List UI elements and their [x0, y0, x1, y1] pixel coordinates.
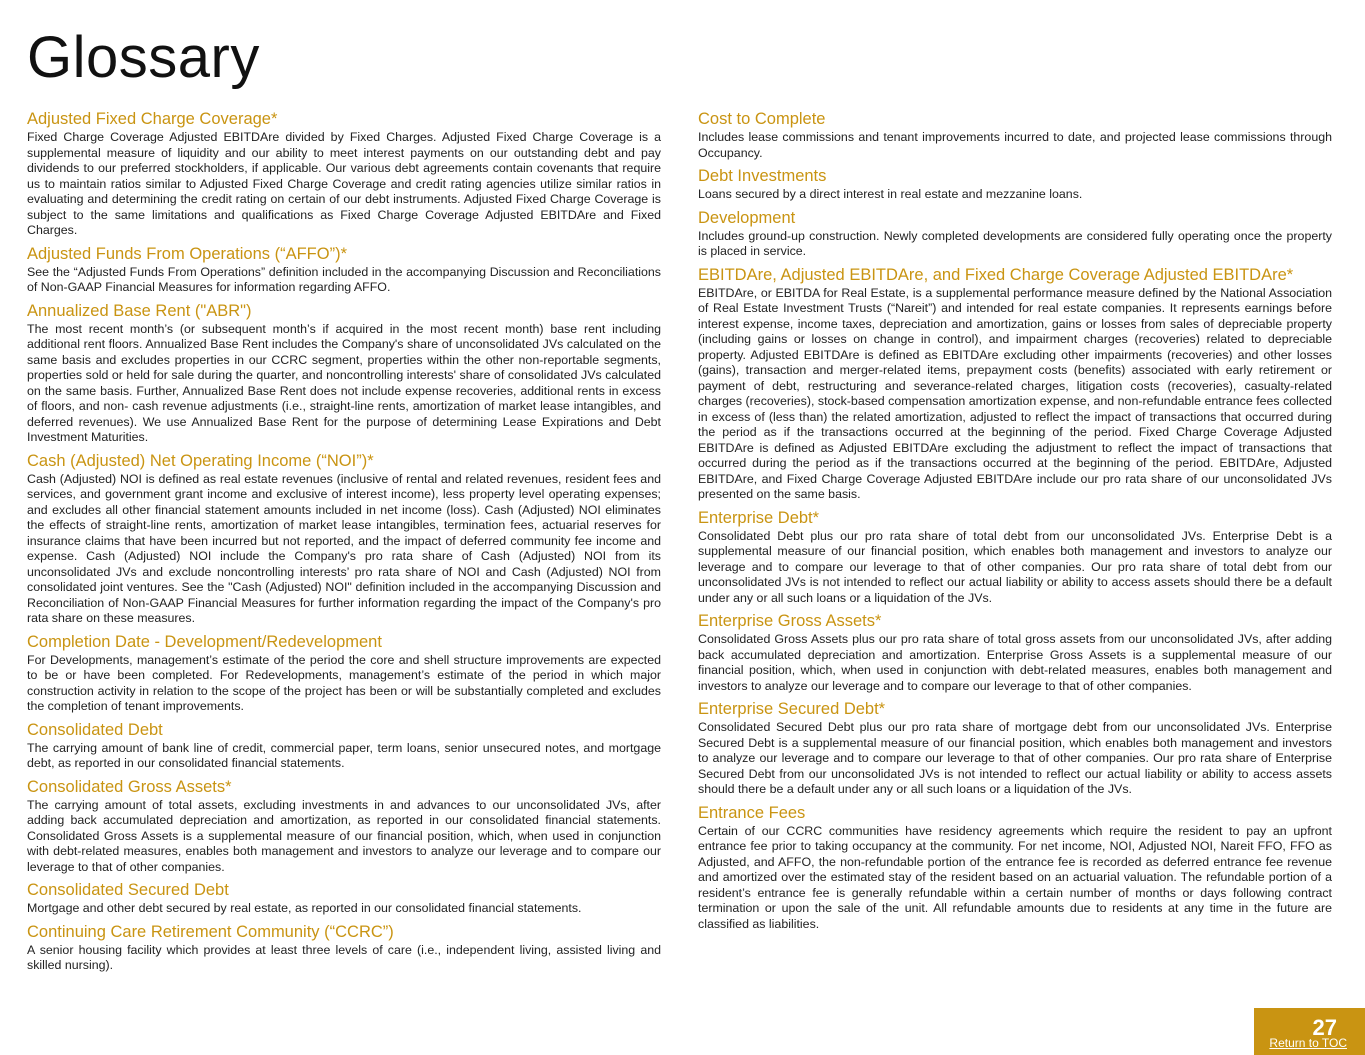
- glossary-entry: [698, 209, 1332, 260]
- glossary-definition: The most recent month’s (or subsequent month’s if acquired in the most recent month) base rent including additional rent floors. Annualized Base Rent includes the Company's share of unconsolidated JVs calculated on the same basis and excludes properties in our CCRC segment, properties within the other non-reportable segments, properties sold or held for sale during the quarter, and noncontrolling interests' share of consolidated JVs calculated on the same basis. Further, Annualized Base Rent does not include expense recoveries, additional rents in excess of floors, and non- cash revenue adjustments (i.e., straight-line rents, amortization of market lease intangibles, and deferred revenues). We use Annualized Base Rent for the purpose of determining Lease Expirations and Debt Investment Maturities.: [27, 321, 661, 444]
- glossary-definition: Consolidated Secured Debt plus our pro rata share of mortgage debt from our unconsolidated JVs. Enterprise Secured Debt is a supplemental measure of our financial position, which enables both management and investors to analyze our leverage and to compare our leverage to that of other companies. Our pro rata share of Enterprise Secured Debt from our unconsolidated JVs is not intended to reflect our actual liability or ability to access assets should there be a default under any or all such loans or a liquidation of the JVs.: [698, 720, 1332, 796]
- glossary-entry: [27, 778, 661, 876]
- glossary-term: EBITDAre, Adjusted EBITDAre, and Fixed Charge Coverage Adjusted EBITDAre*: [698, 265, 1294, 284]
- glossary-definition: The carrying amount of total assets, excluding investments in and advances to our unconsolidated JVs, after adding back accumulated depreciation and amortization, as reported in our consolidated financial statements. Consolidated Gross Assets is a supplemental measure of our financial position, which, when used in conjunction with debt-related measures, enables both management and investors to analyze our leverage and to compare our leverage to that of other companies.: [27, 797, 661, 874]
- glossary-definition: A senior housing facility which provides at least three levels of care (i.e., independent living, assisted living and skilled nursing).: [27, 942, 661, 972]
- glossary-term: Adjusted Fixed Charge Coverage*: [27, 110, 278, 128]
- return-to-toc-link[interactable]: Return to TOC: [1269, 1036, 1347, 1050]
- glossary-entry: [27, 452, 661, 627]
- glossary-right-column: [698, 110, 1332, 938]
- glossary-definition: EBITDAre, or EBITDA for Real Estate, is a supplemental performance measure defined by the National Association of Real Estate Investment Trusts (“Nareit”) and intended for real estate companies. It represents earnings before interest expense, income taxes, depreciation and amortization, gains or losses from sales of depreciable property (including gains or losses on change in control), and impairment charges (recoveries) related to depreciable property. Adjusted EBITDAre is defined as EBITDAre excluding other impairments (recoveries) and other losses (gains), transaction and merger-related items, prepayment costs (benefits) associated with early retirement or payment of debt, restructuring and severance-related charges, litigation costs (recoveries), casualty-related charges (recoveries), stock-based compensation amortization expense, and non-refundable entrance fees collected in excess of (less than) the related amortization, adjusted to reflect the impact of transactions that occurred during the period as if the transactions occurred at the beginning of the period. Fixed Charge Coverage Adjusted EBITDAre is defined as Adjusted EBITDAre excluding the adjustment to reflect the impact of transactions that occurred during the period as if the transactions occurred at the beginning of the period. EBITDAre, Adjusted EBITDAre, and Fixed Charge Coverage Adjusted EBITDAre include our pro rata share of our unconsolidated JVs presented on the same basis.: [698, 285, 1332, 501]
- glossary-entry: [27, 923, 661, 974]
- glossary-definition: Loans secured by a direct interest in real estate and mezzanine loans.: [698, 187, 1083, 201]
- glossary-entry: [698, 167, 1332, 203]
- glossary-definition: Mortgage and other debt secured by real estate, as reported in our consolidated financial statements.: [27, 901, 582, 915]
- glossary-entry: [27, 881, 661, 917]
- page-number: 27: [1312, 1015, 1337, 1040]
- glossary-definition: Includes lease commissions and tenant improvements incurred to date, and projected lease commissions through Occupancy.: [698, 130, 1332, 160]
- glossary-term: Continuing Care Retirement Community (“CCRC”): [27, 922, 394, 941]
- glossary-entry: [698, 509, 1332, 607]
- glossary-term: Consolidated Debt: [27, 720, 163, 739]
- glossary-definition: For Developments, management’s estimate of the period the core and shell structure improvements are expected to be or have been completed. For Redevelopments, management’s estimate of the period in which major construction activity in relation to the scope of the project has been or will be substantially completed and excludes the completion of tenant improvements.: [27, 652, 661, 713]
- glossary-term: Annualized Base Rent ("ABR"): [27, 301, 252, 320]
- glossary-entry: [27, 302, 661, 446]
- glossary-term: Consolidated Secured Debt: [27, 881, 229, 899]
- glossary-definition: Certain of our CCRC communities have residency agreements which require the resident to pay an upfront entrance fee prior to taking occupancy at the community. For net income, NOI, Adjusted NOI, Nareit FFO, FFO as Adjusted, and AFFO, the non-refundable portion of the entrance fee is recorded as deferred entrance fee revenue and amortized over the estimated stay of the resident based on an actuarial valuation. The refundable portion of a resident’s entrance fee is generally refundable within a certain number of months or days following contract termination or upon the sale of the unit. All refundable amounts due to residents at any time in the future are classified as liabilities.: [698, 823, 1332, 931]
- glossary-definition: Cash (Adjusted) NOI is defined as real estate revenues (inclusive of rental and related revenues, resident fees and services, and government grant income and exclusive of interest income), less property level operating expenses; and excludes all other financial statement amounts included in net income (loss). Cash (Adjusted) NOI eliminates the effects of straight-line rents, amortization of market lease intangibles, termination fees, actuarial reserves for insurance claims that have been incurred but not reported, and the impact of deferred community fee income and expense. Cash (Adjusted) NOI include the Company's pro rata share of Cash (Adjusted) NOI from its unconsolidated JVs and exclude noncontrolling interests’ pro rata share of NOI and Cash (Adjusted) NOI from consolidated joint ventures. See the "Cash (Adjusted) NOI" definition included in the accompanying Discussion and Reconciliation of Non-GAAP Financial Measures for further information regarding the impact of the Company's pro rata share on these measures.: [27, 471, 661, 625]
- page-title: Glossary: [27, 25, 260, 90]
- page-footer-badge: [1254, 1008, 1365, 1055]
- glossary-entry: [698, 110, 1332, 161]
- glossary-term: Cash (Adjusted) Net Operating Income (“NOI”)*: [27, 451, 374, 470]
- glossary-left-column: [27, 110, 661, 980]
- glossary-entry: [698, 612, 1332, 694]
- glossary-term: Enterprise Debt*: [698, 508, 820, 527]
- glossary-term: Development: [698, 208, 796, 227]
- glossary-entry: [27, 633, 661, 715]
- glossary-definition: Consolidated Debt plus our pro rata share of total debt from our unconsolidated JVs. Enterprise Debt is a supplemental measure of our financial position, which enables both management and investors to analyze our leverage and to compare our leverage to that of other companies. Our pro rata share of total debt from our unconsolidated JVs is not intended to reflect our actual liability or ability to access assets should there be a default under any or all such loans or a liquidation of the JVs.: [698, 528, 1332, 605]
- glossary-entry: [698, 266, 1332, 503]
- glossary-term: Adjusted Funds From Operations (“AFFO”)*: [27, 244, 348, 263]
- glossary-term: Enterprise Secured Debt*: [698, 700, 886, 718]
- glossary-term: Cost to Complete: [698, 110, 826, 128]
- glossary-definition: The carrying amount of bank line of credit, commercial paper, term loans, senior unsecured notes, and mortgage debt, as reported in our consolidated financial statements.: [27, 740, 661, 770]
- glossary-term: Entrance Fees: [698, 803, 806, 822]
- glossary-term: Consolidated Gross Assets*: [27, 777, 232, 796]
- glossary-definition: See the “Adjusted Funds From Operations” definition included in the accompanying Discussion and Reconciliations of Non-GAAP Financial Measures for information regarding AFFO.: [27, 264, 661, 294]
- glossary-entry: [698, 804, 1332, 933]
- glossary-entry: [27, 245, 661, 296]
- glossary-term: Completion Date - Development/Redevelopment: [27, 632, 382, 651]
- glossary-entry: [698, 700, 1332, 798]
- glossary-definition: Consolidated Gross Assets plus our pro rata share of total gross assets from our unconsolidated JVs, after adding back accumulated depreciation and amortization. Enterprise Gross Assets is a supplemental measure of our financial position, which, when used in conjunction with debt-related measures, enables both management and investors to analyze our leverage and to compare our leverage to that of other companies.: [698, 632, 1332, 693]
- glossary-entry: [27, 721, 661, 772]
- glossary-term: Enterprise Gross Assets*: [698, 612, 882, 630]
- glossary-term: Debt Investments: [698, 167, 827, 185]
- glossary-definition: Fixed Charge Coverage Adjusted EBITDAre divided by Fixed Charges. Adjusted Fixed Charge Coverage is a supplemental measure of liquidity and our ability to meet interest payments on our outstanding debt and pay dividends to our preferred stockholders, if applicable. Our various debt agreements contain covenants that require us to maintain ratios similar to Adjusted Fixed Charge Coverage and credit rating agencies utilize similar ratios in evaluating and determining the credit rating on certain of our debt instruments. Adjusted Fixed Charge Coverage is subject to the same limitations and qualifications as Fixed Charge Coverage Adjusted EBITDAre and Fixed Charges.: [27, 130, 661, 237]
- glossary-entry: [27, 110, 661, 239]
- glossary-definition: Includes ground-up construction. Newly completed developments are considered fully operating once the property is placed in service.: [698, 228, 1332, 258]
